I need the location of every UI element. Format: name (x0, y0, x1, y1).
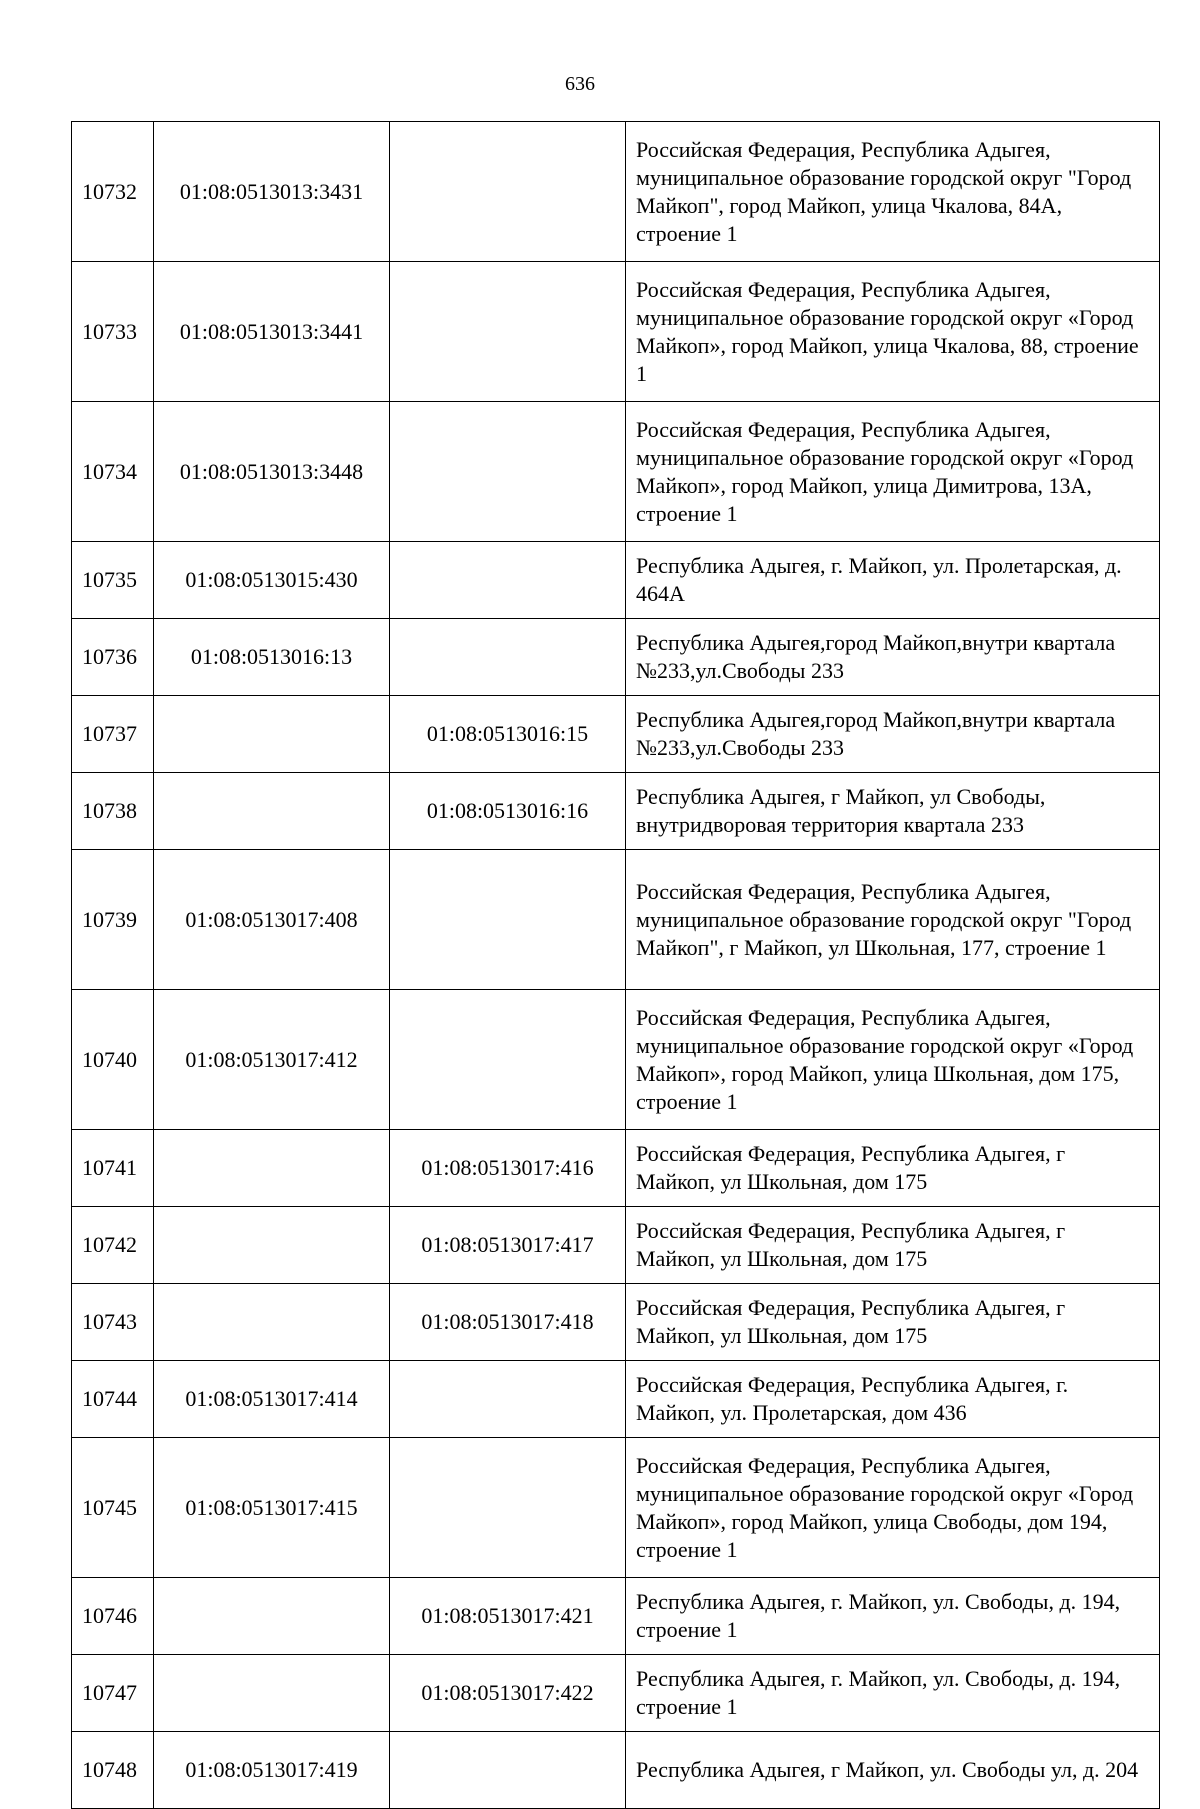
address-cell: Российская Федерация, Республика Адыгея, муниципальное образование городской округ «Город Майкоп», город Майкоп, улица Школьная, дом 175, строение 1 (626, 990, 1160, 1130)
cadastral-number-cell: 01:08:0513013:3441 (154, 262, 390, 402)
table-row (72, 1361, 1160, 1438)
cadastral-number-secondary-cell (390, 542, 626, 619)
cadastral-number-secondary-cell: 01:08:0513017:421 (390, 1578, 626, 1655)
cadastral-number-secondary-cell (390, 619, 626, 696)
address-cell: Республика Адыгея,город Майкоп,внутри квартала №233,ул.Свободы 233 (626, 619, 1160, 696)
cadastral-number-cell: 01:08:0513016:13 (154, 619, 390, 696)
row-number-cell: 10745 (72, 1438, 154, 1578)
row-number-cell: 10746 (72, 1578, 154, 1655)
row-number-cell: 10732 (72, 122, 154, 262)
cadastral-number-secondary-cell: 01:08:0513017:418 (390, 1284, 626, 1361)
cadastral-number-cell (154, 696, 390, 773)
table-row (72, 1130, 1160, 1207)
cadastral-number-cell (154, 1207, 390, 1284)
address-cell: Российская Федерация, Республика Адыгея, г. Майкоп, ул. Пролетарская, дом 436 (626, 1361, 1160, 1438)
table-row (72, 122, 1160, 262)
row-number-cell: 10740 (72, 990, 154, 1130)
cadastral-number-secondary-cell (390, 1361, 626, 1438)
table-row (72, 990, 1160, 1130)
row-number-cell: 10736 (72, 619, 154, 696)
address-cell: Республика Адыгея, г. Майкоп, ул. Пролетарская, д. 464А (626, 542, 1160, 619)
cadastral-number-secondary-cell (390, 262, 626, 402)
cadastral-number-cell: 01:08:0513013:3448 (154, 402, 390, 542)
cadastral-number-secondary-cell: 01:08:0513017:417 (390, 1207, 626, 1284)
table-row (72, 696, 1160, 773)
table-row (72, 1438, 1160, 1578)
row-number-cell: 10739 (72, 850, 154, 990)
address-cell: Республика Адыгея, г. Майкоп, ул. Свободы, д. 194, строение 1 (626, 1655, 1160, 1732)
table-row (72, 1578, 1160, 1655)
page-number: 636 (565, 73, 595, 95)
address-cell: Российская Федерация, Республика Адыгея, муниципальное образование городской округ «Город Майкоп», город Майкоп, улица Чкалова, 88, строение 1 (626, 262, 1160, 402)
table-row (72, 850, 1160, 990)
cadastral-number-cell: 01:08:0513015:430 (154, 542, 390, 619)
row-number-cell: 10741 (72, 1130, 154, 1207)
cadastral-number-secondary-cell (390, 122, 626, 262)
address-cell: Республика Адыгея, г Майкоп, ул Свободы, внутридворовая территория квартала 233 (626, 773, 1160, 850)
cadastral-number-secondary-cell (390, 990, 626, 1130)
table-row (72, 402, 1160, 542)
cadastral-number-secondary-cell (390, 1732, 626, 1809)
row-number-cell: 10742 (72, 1207, 154, 1284)
table-row (72, 1732, 1160, 1809)
address-cell: Российская Федерация, Республика Адыгея, муниципальное образование городской округ «Город Майкоп», город Майкоп, улица Димитрова, 13А, строение 1 (626, 402, 1160, 542)
table-row (72, 1655, 1160, 1732)
cadastral-number-secondary-cell: 01:08:0513017:422 (390, 1655, 626, 1732)
row-number-cell: 10735 (72, 542, 154, 619)
registry-table (71, 121, 1160, 1809)
cadastral-number-cell: 01:08:0513017:408 (154, 850, 390, 990)
cadastral-number-cell (154, 1578, 390, 1655)
cadastral-number-secondary-cell: 01:08:0513016:16 (390, 773, 626, 850)
row-number-cell: 10748 (72, 1732, 154, 1809)
cadastral-number-cell (154, 773, 390, 850)
address-cell: Республика Адыгея, г Майкоп, ул. Свободы ул, д. 204 (626, 1732, 1160, 1809)
cadastral-number-secondary-cell (390, 402, 626, 542)
row-number-cell: 10744 (72, 1361, 154, 1438)
table-row (72, 1207, 1160, 1284)
row-number-cell: 10733 (72, 262, 154, 402)
row-number-cell: 10743 (72, 1284, 154, 1361)
cadastral-number-secondary-cell: 01:08:0513016:15 (390, 696, 626, 773)
table-row (72, 619, 1160, 696)
cadastral-number-cell (154, 1130, 390, 1207)
cadastral-number-secondary-cell (390, 850, 626, 990)
address-cell: Республика Адыгея,город Майкоп,внутри квартала №233,ул.Свободы 233 (626, 696, 1160, 773)
address-cell: Российская Федерация, Республика Адыгея, муниципальное образование городской округ «Город Майкоп», город Майкоп, улица Свободы, дом 194, строение 1 (626, 1438, 1160, 1578)
address-cell: Российская Федерация, Республика Адыгея, муниципальное образование городской округ "Город Майкоп", г Майкоп, ул Школьная, 177, строение 1 (626, 850, 1160, 990)
cadastral-number-cell: 01:08:0513017:412 (154, 990, 390, 1130)
address-cell: Республика Адыгея, г. Майкоп, ул. Свободы, д. 194, строение 1 (626, 1578, 1160, 1655)
address-cell: Российская Федерация, Республика Адыгея, г Майкоп, ул Школьная, дом 175 (626, 1207, 1160, 1284)
cadastral-number-cell: 01:08:0513017:419 (154, 1732, 390, 1809)
address-cell: Российская Федерация, Республика Адыгея, г Майкоп, ул Школьная, дом 175 (626, 1130, 1160, 1207)
row-number-cell: 10747 (72, 1655, 154, 1732)
cadastral-number-secondary-cell (390, 1438, 626, 1578)
address-cell: Российская Федерация, Республика Адыгея, муниципальное образование городской округ "Город Майкоп", город Майкоп, улица Чкалова, 84А, строение 1 (626, 122, 1160, 262)
cadastral-number-cell: 01:08:0513017:414 (154, 1361, 390, 1438)
table-row (72, 262, 1160, 402)
table-row (72, 542, 1160, 619)
cadastral-number-cell (154, 1655, 390, 1732)
row-number-cell: 10738 (72, 773, 154, 850)
row-number-cell: 10734 (72, 402, 154, 542)
cadastral-number-cell (154, 1284, 390, 1361)
address-cell: Российская Федерация, Республика Адыгея, г Майкоп, ул Школьная, дом 175 (626, 1284, 1160, 1361)
table-row (72, 773, 1160, 850)
cadastral-number-cell: 01:08:0513013:3431 (154, 122, 390, 262)
row-number-cell: 10737 (72, 696, 154, 773)
cadastral-number-cell: 01:08:0513017:415 (154, 1438, 390, 1578)
table-row (72, 1284, 1160, 1361)
cadastral-number-secondary-cell: 01:08:0513017:416 (390, 1130, 626, 1207)
